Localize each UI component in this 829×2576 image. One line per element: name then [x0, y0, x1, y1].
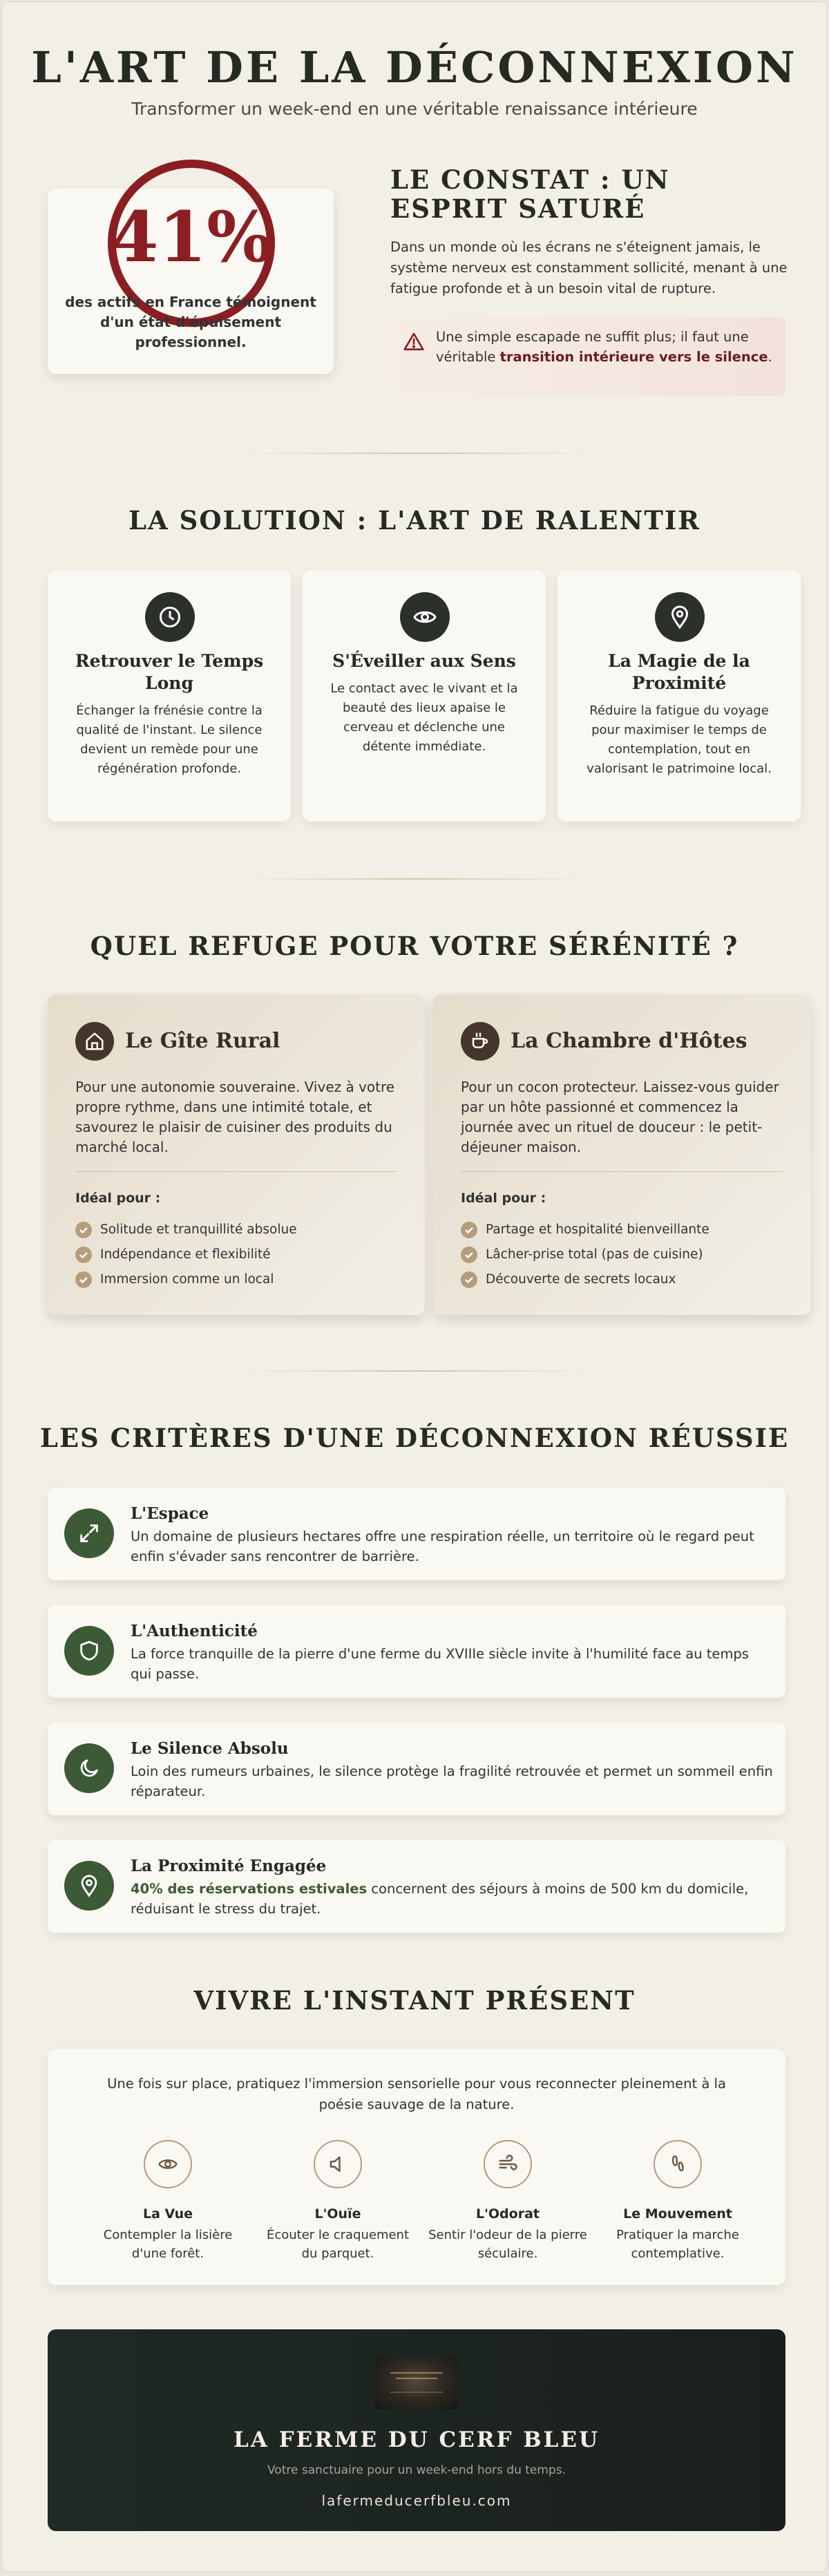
map-pin-icon	[64, 1861, 114, 1911]
sense-text: Sentir l'odeur de la pierre séculaire.	[428, 2228, 587, 2261]
sense-title: L'Odorat	[475, 2206, 540, 2222]
check-icon	[461, 1247, 477, 1263]
page-subtitle: Transformer un week-end en une véritable renaissance intérieure	[131, 99, 698, 119]
farm-logo-image	[375, 2357, 458, 2409]
criteria-title: Le Silence Absolu	[131, 1739, 289, 1758]
criteria-text-emphasis: 40% des réservations estivales	[131, 1881, 368, 1897]
list-item: Solitude et tranquillité absolue	[75, 1221, 407, 1239]
sense-item-odorat	[428, 2140, 587, 2271]
list-item: Partage et hospitalité bienveillante	[461, 1221, 792, 1239]
check-icon	[75, 1247, 92, 1263]
ideal-label: Idéal pour :	[461, 1191, 546, 1206]
footer-url-link[interactable]: lafermeducerfbleu.com	[321, 2492, 512, 2509]
senses-intro: Une fois sur place, pratiquez l'immersion sensorielle pour vous reconnecter pleinement à la poésie sauvage de la nature.	[107, 2076, 726, 2112]
section-divider	[244, 1370, 589, 1372]
section-divider	[244, 453, 589, 454]
infographic-page	[1, 1, 828, 2572]
speaker-icon	[314, 2140, 362, 2188]
solution-card-text: Échanger la frénésie contre la qualité de l'instant. Le silence devient un remède pour une régénération profonde.	[76, 703, 263, 776]
solution-card-title: S'Éveiller aux Sens	[332, 651, 516, 671]
check-icon	[461, 1271, 477, 1288]
alert-text: Une simple escapade ne suffit plus; il faut une véritable transition intérieure vers le silence.	[436, 329, 772, 365]
sense-title: L'Ouïe	[314, 2206, 361, 2222]
solution-card-text: Réduire la fatigue du voyage pour maximiser le temps de contemplation, tout en valorisant le patrimoine local.	[587, 703, 772, 776]
sense-item-ouie	[258, 2140, 417, 2271]
check-icon	[75, 1271, 92, 1288]
moon-icon	[64, 1743, 114, 1793]
sense-text: Contempler la lisière d'une forêt.	[103, 2228, 233, 2261]
refuge-card-chambre	[433, 994, 810, 1315]
page-title: L'ART DE LA DÉCONNEXION	[31, 42, 798, 93]
stat-value: 41%	[110, 196, 273, 278]
constat-text: Dans un monde où les écrans ne s'éteignent jamais, le système nerveux est constamment sollicité, menant à une fatigue profonde et à un besoin vital de rupture.	[390, 239, 788, 296]
stat-caption: des actifs en France témoignent d'un état d'épuisement professionnel.	[65, 294, 316, 350]
criteria-title: L'Espace	[131, 1504, 209, 1523]
refuge-card-text: Pour une autonomie souveraine. Vivez à votre propre rythme, dans une intimité totale, et savourez le plaisir de cuisiner des produits du marché local.	[75, 1079, 395, 1155]
criteria-title: La Proximité Engagée	[131, 1857, 327, 1875]
refuge-card-title: La Chambre d'Hôtes	[511, 1029, 747, 1053]
refuge-card-title: Le Gîte Rural	[125, 1029, 280, 1053]
list-item: Lâcher-prise total (pas de cuisine)	[461, 1246, 792, 1264]
solution-title: LA SOLUTION : L'ART DE RALENTIR	[128, 505, 701, 536]
footer-subtitle: Votre sanctuaire pour un week-end hors du temps.	[267, 2463, 566, 2477]
footprint-icon	[654, 2140, 702, 2188]
eye-icon	[144, 2140, 192, 2188]
criteres-title: LES CRITÈRES D'UNE DÉCONNEXION RÉUSSIE	[39, 1423, 790, 1453]
list-item: Découverte de secrets locaux	[461, 1271, 792, 1289]
criteria-title: L'Authenticité	[131, 1622, 258, 1640]
criteria-text: Loin des rumeurs urbaines, le silence protège la fragilité retrouvée et permet un sommeil enfin réparateur.	[131, 1763, 773, 1799]
house-icon	[75, 1022, 114, 1061]
alert-box	[390, 317, 785, 396]
solution-card-text: Le contact avec le vivant et la beauté des lieux apaise le cerveau et déclenche une détente immédiate.	[330, 681, 518, 754]
solution-card	[558, 570, 801, 822]
footer	[48, 2329, 785, 2531]
ideal-label: Idéal pour :	[75, 1191, 161, 1206]
refuge-card-divider	[461, 1171, 783, 1172]
check-icon	[461, 1222, 477, 1238]
refuge-title: QUEL REFUGE POUR VOTRE SÉRÉNITÉ ?	[90, 931, 739, 961]
check-icon	[75, 1222, 92, 1238]
map-pin-icon	[655, 592, 705, 642]
sense-text: Pratiquer la marche contemplative.	[616, 2228, 739, 2261]
criteria-text: La force tranquille de la pierre d'une ferme du XVIIIe siècle invite à l'humilité face au temps qui passe.	[131, 1646, 749, 1682]
expand-arrows-icon	[64, 1508, 114, 1558]
sense-title: La Vue	[143, 2206, 193, 2222]
criteria-card-authenticite	[48, 1605, 785, 1698]
criteria-text: 40% des réservations estivales concernent des séjours à moins de 500 km du domicile, réduisant le stress du trajet.	[131, 1881, 749, 1917]
constat-title: LE CONSTAT : UN ESPRIT SATURÉ	[390, 164, 670, 224]
eye-icon	[400, 592, 450, 642]
wind-icon	[484, 2140, 532, 2188]
criteria-card-proximite	[48, 1840, 785, 1933]
vivre-title: VIVRE L'INSTANT PRÉSENT	[193, 1985, 636, 2016]
solution-card-title: La Magie de la Proximité	[608, 651, 750, 693]
senses-card	[48, 2049, 785, 2285]
shield-icon	[64, 1626, 114, 1676]
criteria-text: Un domaine de plusieurs hectares offre une respiration réelle, un territoire où le regard peut enfin s'évader sans rencontrer de barrière.	[131, 1528, 754, 1564]
list-item: Indépendance et flexibilité	[75, 1246, 407, 1264]
refuge-card-text: Pour un cocon protecteur. Laissez-vous guider par un hôte passionné et commencez la journée avec un rituel de douceur : le petit-déjeuner maison.	[461, 1079, 779, 1155]
criteria-card-espace	[48, 1488, 785, 1580]
solution-card	[303, 570, 546, 822]
solution-card	[48, 570, 291, 822]
refuge-card-gite	[48, 994, 425, 1315]
refuge-card-divider	[75, 1171, 397, 1172]
sense-text: Écouter le craquement du parquet.	[266, 2228, 410, 2261]
criteria-card-silence	[48, 1723, 785, 1815]
sense-item-mouvement	[598, 2140, 757, 2271]
solution-card-title: Retrouver le Temps Long	[75, 651, 264, 693]
sense-title: Le Mouvement	[623, 2206, 732, 2222]
sense-item-vue	[88, 2140, 247, 2271]
list-item: Immersion comme un local	[75, 1271, 407, 1289]
footer-title: LA FERME DU CERF BLEU	[233, 2427, 600, 2452]
section-divider	[244, 878, 589, 880]
clock-icon	[145, 592, 195, 642]
warning-triangle-icon	[403, 331, 425, 353]
coffee-cup-icon	[461, 1022, 499, 1061]
alert-text-emphasis: transition intérieure vers le silence	[499, 349, 768, 365]
